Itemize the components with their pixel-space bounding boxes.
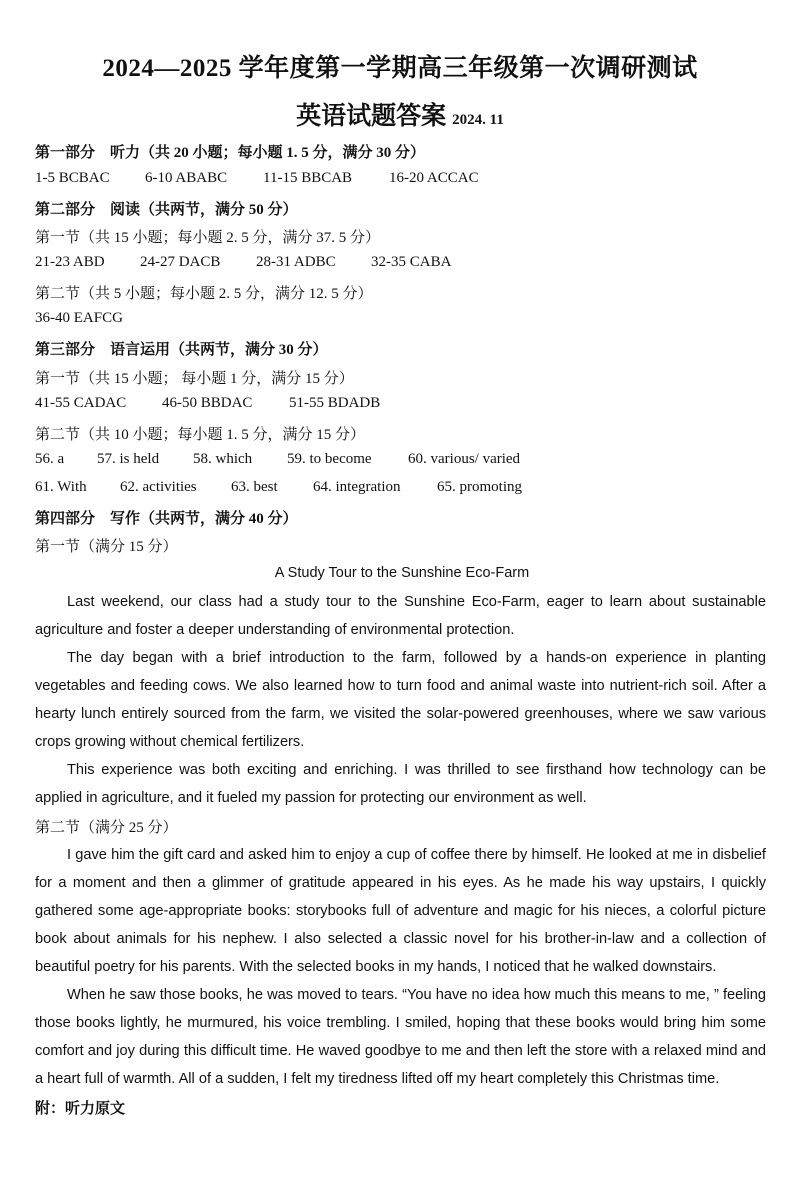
- part2-section2-heading: 第二节（共 5 小题；每小题 2. 5 分，满分 12. 5 分）: [35, 286, 373, 302]
- answer-group: 24-27 DACB: [140, 254, 221, 270]
- answer-item: 61. With: [35, 479, 87, 495]
- part3-section1-heading: 第一节（共 15 小题； 每小题 1 分，满分 15 分）: [35, 371, 354, 387]
- answer-item: 58. which: [193, 451, 253, 467]
- answer-group: 28-31 ADBC: [256, 254, 336, 270]
- essay-title: A Study Tour to the Sunshine Eco-Farm: [274, 565, 530, 581]
- answer-item: 65. promoting: [437, 479, 522, 495]
- part3-section1-answers: [35, 395, 795, 415]
- answer-group: 32-35 CABA: [371, 254, 452, 270]
- subtitle-text: 英语试题答案: [296, 103, 447, 130]
- essay2-paragraph: I gave him the gift card and asked him to enjoy a cup of coffee there by himself. He looked at me in disbelief for a moment and then a glimmer of gratitude appeared in his eyes. As he made his way upstairs, I quickly gathered some age-appropriate books: storybooks full of adventure and magic for his nieces, a colorful picture book about animals for his nephew. I also selected a classic novel for his brother-in-law and a collection of beautiful poetry for his parents. With the selected books in my hands, I noticed that he walked downstairs.: [35, 847, 766, 976]
- answer-item: 56. a: [35, 451, 65, 467]
- answer-group: 41-55 CADAC: [35, 395, 127, 411]
- essay1-paragraph: The day began with a brief introduction to the farm, followed by a hands-on experience in planting vegetables and feeding cows. We also learned how to turn food and animal waste into nutrient-rich soil. After a hearty lunch entirely sourced from the farm, we visited the solar-powered greenhouses, where we saw various crops growing without chemical fertilizers.: [35, 650, 766, 751]
- part4-section2-heading: 第二节（满分 25 分）: [35, 820, 178, 836]
- essay1-paragraph: This experience was both exciting and enriching. I was thrilled to see firsthand how technology can be applied in agriculture, and it fueled my passion for protecting our environment as well.: [35, 762, 766, 807]
- answer-group: 6-10 ABABC: [145, 170, 228, 186]
- part2-section2-answers: 36-40 EAFCG: [35, 310, 123, 326]
- answer-item: 60. various/ varied: [408, 451, 521, 467]
- document-date: 2024. 11: [452, 112, 504, 128]
- answer-group: 51-55 BDADB: [289, 395, 381, 411]
- document-title: 2024—2025 学年度第一学期高三年级第一次调研测试: [102, 55, 698, 82]
- answer-group: 21-23 ABD: [35, 254, 105, 270]
- part3-heading: 第三部分 语言运用（共两节，满分 30 分）: [35, 342, 328, 358]
- answer-group: 16-20 ACCAC: [389, 170, 479, 186]
- part4-heading: 第四部分 写作（共两节，满分 40 分）: [35, 511, 298, 527]
- answer-item: 59. to become: [287, 451, 372, 467]
- answer-item: 63. best: [231, 479, 278, 495]
- part4-section1-heading: 第一节（满分 15 分）: [35, 539, 178, 555]
- answer-group: 11-15 BBCAB: [263, 170, 353, 186]
- essay1-paragraph: Last weekend, our class had a study tour to the Sunshine Eco-Farm, eager to learn about sustainable agriculture and foster a deeper understanding of environmental protection.: [35, 594, 766, 639]
- part2-section1-heading: 第一节（共 15 小题；每小题 2. 5 分，满分 37. 5 分）: [35, 230, 381, 246]
- essay2-paragraph: When he saw those books, he was moved to tears. “You have no idea how much this means to me, ” feeling those books lightly, he murmured, his voice trembling. I smiled, hoping that these books would bring him some comfort and joy during this difficult time. He waved goodbye to me and then left the store with a relaxed mind and a heart full of warmth. All of a sudden, I felt my tiredness lifted off my heart completely this Christmas time.: [35, 987, 766, 1088]
- part2-heading: 第二部分 阅读（共两节，满分 50 分）: [35, 202, 298, 218]
- part1-heading: 第一部分 听力（共 20 小题；每小题 1. 5 分，满分 30 分）: [35, 145, 426, 161]
- part1-answers: [35, 170, 795, 190]
- answer-item: 62. activities: [120, 479, 197, 495]
- document-subtitle: [0, 96, 800, 132]
- answer-item: 57. is held: [97, 451, 160, 467]
- part3-section2-heading: 第二节（共 10 小题；每小题 1. 5 分，满分 15 分）: [35, 427, 366, 443]
- part3-section2-row2: [35, 479, 795, 499]
- part3-section2-row1: [35, 451, 795, 471]
- answer-item: 64. integration: [313, 479, 401, 495]
- answer-group: 46-50 BBDAC: [162, 395, 253, 411]
- appendix-heading: 附：听力原文: [35, 1101, 126, 1117]
- part2-section1-answers: [35, 254, 795, 274]
- answer-group: 1-5 BCBAC: [35, 170, 110, 186]
